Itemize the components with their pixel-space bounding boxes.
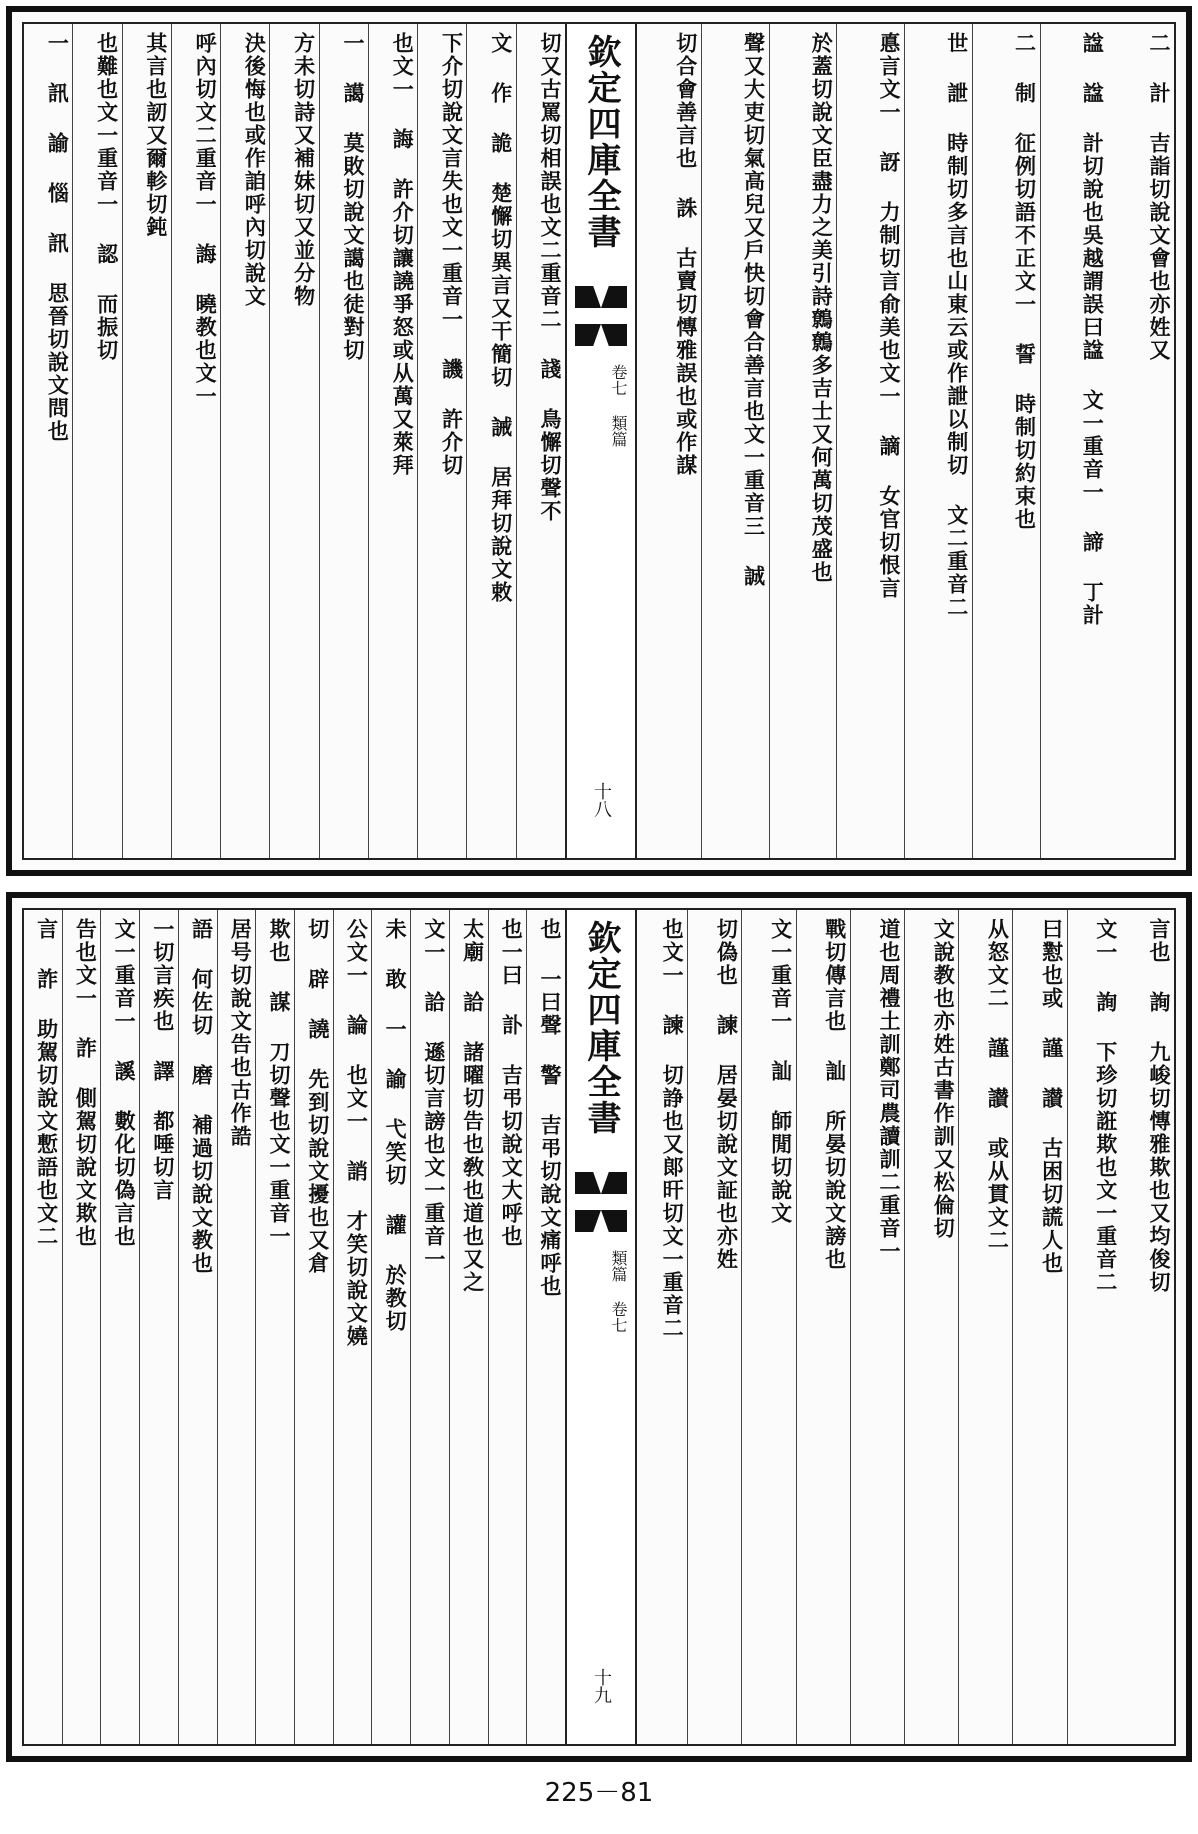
column-text: 太廟 詥 諸曜切告也敎也道也又之 <box>460 918 486 1294</box>
juan-label: 卷七 <box>609 1301 628 1333</box>
column-text: 曰懟也或 謹 讃 古困切謊人也 <box>1039 918 1065 1275</box>
text-column <box>466 24 515 858</box>
archive-page-number: 225－81 <box>544 1778 654 1808</box>
text-column <box>701 24 769 858</box>
column-text: 也文一 誨 許介切讓譊爭怒或从萬又萊拜 <box>390 32 416 477</box>
column-text: 方未切詩又補妹切又並分物 <box>291 32 317 308</box>
text-column <box>1067 910 1121 1744</box>
column-text: 也文一 諫 切諍也又郞旰切文一重音二 <box>660 918 686 1340</box>
column-text: 切偽也 諫 居晏切說文証也亦姓 <box>714 918 740 1271</box>
column-text: 文一重音一 訕 師閒切說文 <box>768 918 794 1225</box>
text-column <box>741 910 795 1744</box>
text-column <box>319 24 368 858</box>
left-half-columns <box>24 24 565 858</box>
page-frame <box>22 22 1176 860</box>
fish-tail-mark-upper <box>575 286 627 308</box>
center-fold-strip <box>565 910 637 1744</box>
text-column <box>850 910 904 1744</box>
volume-label <box>567 364 635 447</box>
column-text: 言也 詢 九峻切慱雅欺也又均俊切 <box>1147 918 1172 1294</box>
text-column <box>1040 24 1108 858</box>
text-column <box>836 24 904 858</box>
column-text: 文一 詢 下珍切誑欺也文一重音二 <box>1093 918 1119 1294</box>
column-text: 文一 詥 遜切言謗也文一重音一 <box>421 918 447 1271</box>
column-text: 其言也訒又爾軫切鈍 <box>143 32 169 239</box>
column-text: 於蓋切說文臣盡力之美引詩鷯鷯多吉士又何萬切茂盛也 <box>809 32 835 584</box>
text-column <box>633 24 701 858</box>
column-text: 切 辟 譊 先到切說文擾也又倉 <box>305 918 331 1275</box>
column-text: 一 譪 莫敗切說文譪也徒對切 <box>340 32 366 362</box>
text-column <box>294 910 333 1744</box>
text-column <box>633 910 687 1744</box>
column-text: 告也文一 詐 側駕切說文欺也 <box>73 918 99 1248</box>
column-text: 文說教也亦姓古書作訓又松倫切 <box>931 918 957 1240</box>
column-text: 言 詐 助駕切說文慙語也文二 <box>34 918 60 1248</box>
text-column <box>269 24 318 858</box>
scan-page-top <box>6 6 1192 876</box>
left-half-columns <box>24 910 565 1744</box>
column-text: 文 作 詭 楚懈切異言又干簡切 誡 居拜切說文敕 <box>488 32 514 604</box>
text-column <box>122 24 171 858</box>
center-fold-strip <box>565 24 637 858</box>
column-text: 切又古罵切相誤也文二重音二 諓 鳥懈切聲不 <box>538 32 563 523</box>
text-column <box>904 24 972 858</box>
book-title: 欽定四庫全書 <box>581 920 621 1136</box>
volume-label <box>567 1250 635 1333</box>
category-label: 類篇 <box>609 1250 628 1282</box>
text-column <box>1107 24 1174 858</box>
text-column <box>368 24 417 858</box>
juan-label: 卷七 <box>609 364 628 396</box>
fish-tail-mark-lower <box>575 1210 627 1232</box>
column-text: 一切言疾也 譯 都唾切言 <box>150 918 176 1202</box>
text-column <box>24 910 62 1744</box>
column-text: 下介切說文言失也文一重音一 譏 許介切 <box>439 32 465 477</box>
column-text: 一 訊 諭 惱 訊 思晉切說文問也 <box>45 32 71 443</box>
text-column <box>178 910 217 1744</box>
column-text: 公文一 論 也文一 誚 才笑切說文嬈 <box>344 918 370 1348</box>
text-column <box>904 910 958 1744</box>
column-text: 也 一曰聲 警 吉弔切說文痛呼也 <box>538 918 563 1298</box>
column-text: 決後悔也或作詯呼內切說文 <box>242 32 268 308</box>
column-text: 从怒文二 謹 讃 或从貫文二 <box>985 918 1011 1252</box>
category-label: 類篇 <box>609 415 628 447</box>
text-column <box>100 910 139 1744</box>
right-half-columns <box>633 24 1174 858</box>
column-text: 悳言文一 訝 力制切言俞美也文一 謫 女官切恨言 <box>877 32 902 600</box>
column-text: 呼內切文二重音一 誨 曉教也文一 <box>193 32 219 408</box>
text-column <box>217 910 256 1744</box>
column-text: 居号切說文告也古作誥 <box>228 918 254 1148</box>
text-column <box>171 24 220 858</box>
column-text: 語 何佐切 磨 補過切說文教也 <box>189 918 215 1275</box>
right-half-columns <box>633 910 1174 1744</box>
text-column <box>526 910 565 1744</box>
text-column <box>796 910 850 1744</box>
column-text: 聲又大吏切氣高兒又戶快切會合善言也文一重音三 誠 <box>741 32 767 588</box>
book-title: 欽定四庫全書 <box>581 34 621 250</box>
column-text: 世 詍 時制切多言也山東云或作詍以制切 文二重音二 <box>944 32 970 619</box>
scan-page-bottom <box>6 892 1192 1762</box>
text-column <box>255 910 294 1744</box>
text-column <box>769 24 837 858</box>
leaf-number: 十九 <box>591 1668 612 1704</box>
text-column <box>371 910 410 1744</box>
text-column <box>972 24 1040 858</box>
text-column <box>488 910 527 1744</box>
column-text: 欺也 謀 刀切聲也文一重音一 <box>266 918 292 1248</box>
text-column <box>220 24 269 858</box>
column-text: 未 敢 一 諭 弋笑切 讙 於教切 <box>383 918 409 1333</box>
column-text: 諡 諡 計切說也吳越謂誤曰諡 文一重音一 諦 丁計 <box>1080 32 1106 627</box>
text-column <box>516 24 565 858</box>
fish-tail-mark-lower <box>575 324 627 346</box>
text-column <box>417 24 466 858</box>
text-column <box>139 910 178 1744</box>
text-column <box>410 910 449 1744</box>
fish-tail-mark-upper <box>575 1172 627 1194</box>
column-text: 也一曰 訃 吉弔切說文大呼也 <box>499 918 525 1248</box>
text-column <box>62 910 101 1744</box>
column-text: 二 計 吉詣切說文會也亦姓又 <box>1147 32 1172 362</box>
text-column <box>1121 910 1174 1744</box>
column-text: 切合會善言也 誅 古賣切慱雅誤也或作謀 <box>673 32 699 477</box>
text-column <box>449 910 488 1744</box>
leaf-number: 十八 <box>591 782 612 818</box>
column-text: 道也周禮土訓鄭司農讀訓二重音一 <box>876 918 902 1263</box>
column-text: 二 制 征例切語不正文一 誓 時制切約束也 <box>1012 32 1038 531</box>
text-column <box>958 910 1012 1744</box>
column-text: 戰切傳言也 訕 所晏切說文謗也 <box>822 918 848 1271</box>
text-column <box>687 910 741 1744</box>
text-column <box>333 910 372 1744</box>
text-column <box>24 24 72 858</box>
page-frame <box>22 908 1176 1746</box>
column-text: 文一重音一 謑 數化切偽言也 <box>112 918 138 1248</box>
text-column <box>1012 910 1066 1744</box>
column-text: 也難也文一重音一 認 而振切 <box>94 32 120 362</box>
text-column <box>72 24 121 858</box>
